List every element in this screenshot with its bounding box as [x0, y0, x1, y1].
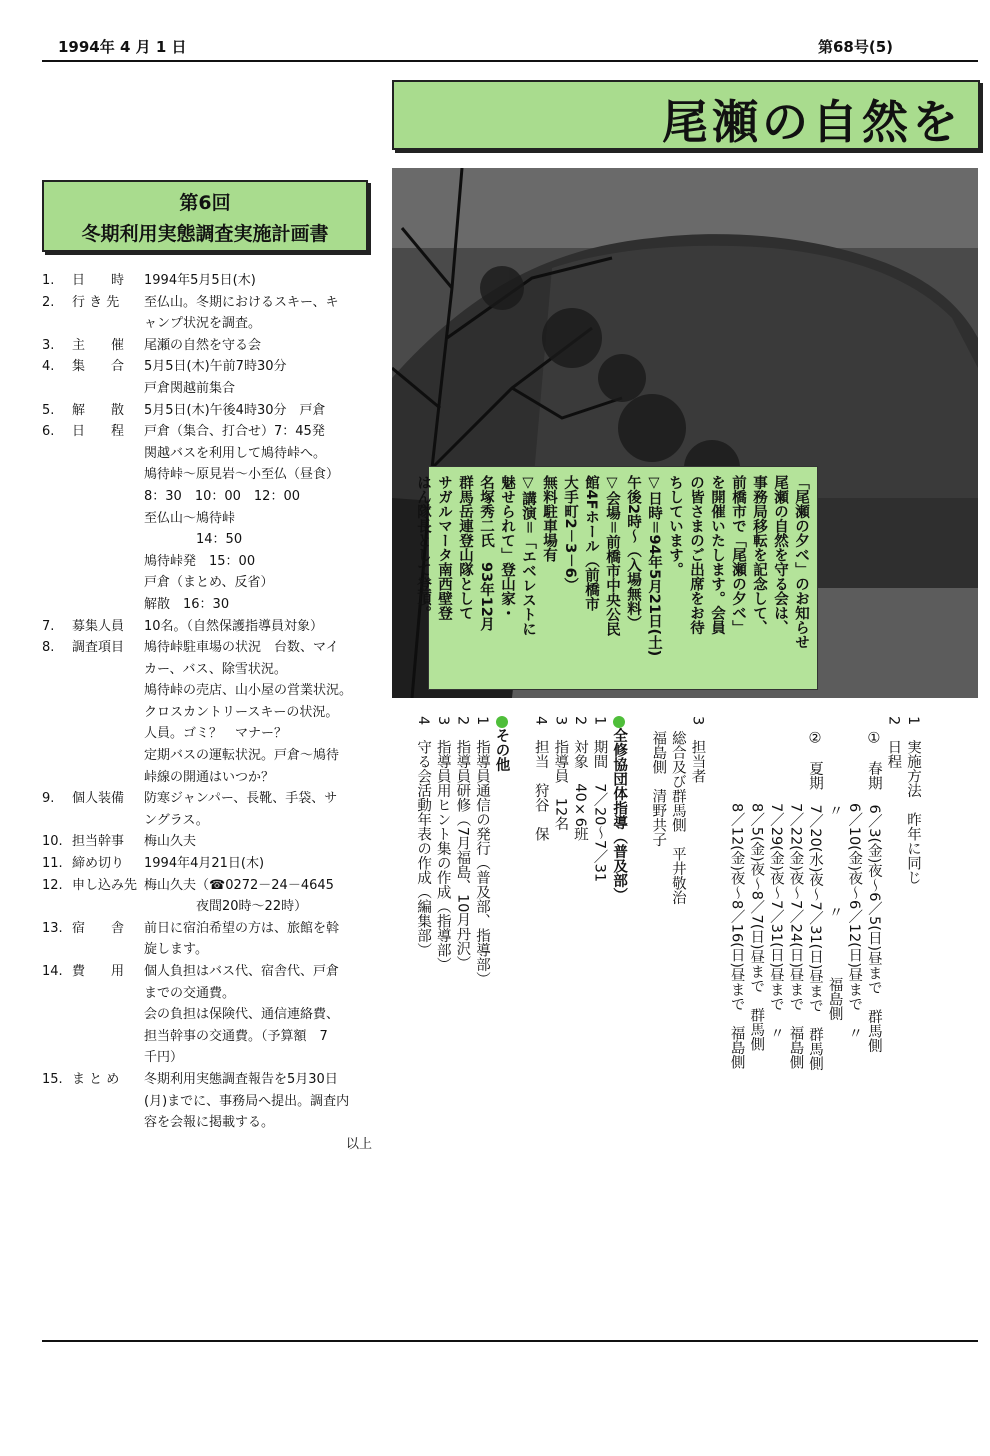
plan-item-number: 3. — [42, 337, 55, 353]
plan-item-continuation: 鳩待峠～原見岩～小至仏（昼食） — [144, 467, 340, 483]
plan-item — [42, 853, 372, 875]
plan-item-continuation: 至仏山～鳩待峠 — [144, 510, 236, 526]
schedule-heading-text: その他 — [493, 728, 510, 772]
schedule-line: ② 夏期 7／20(水)夜～7／31(日)昼まで 群馬側 — [807, 716, 824, 1071]
plan-item-continuation: カー、バス、除雪状況。 — [144, 661, 287, 677]
plan-item-continuation: 担当幹事の交通費。（予算額 7 — [144, 1028, 328, 1044]
schedule-line — [706, 716, 726, 1156]
plan-item-number: 2. — [42, 294, 55, 310]
schedule-line: 8／5(金)夜～8／7(日)昼まで 群馬側 — [748, 716, 765, 1052]
plan-item — [42, 356, 372, 378]
plan-item-label: 費 用 — [72, 964, 125, 979]
plan-item-continuation: (月)までに、事務局へ提出。調査内 — [144, 1093, 350, 1109]
notice-line: 魅せられて」登山家・ — [499, 475, 515, 620]
plan-item-text: 1994年5月5日(木) — [144, 273, 256, 288]
bullet-dot-icon — [613, 716, 625, 728]
plan-item-continuation: 関越バスを利用して鳩待峠へ。 — [144, 445, 327, 461]
notice-line: 事務局移転を記念して、 — [751, 475, 767, 635]
plan-item-label: 締め切り — [72, 856, 125, 872]
plan-item-number: 14. — [42, 964, 63, 979]
plan-item-number: 8. — [42, 640, 55, 656]
plan-item-continuation: 8：30 10：00 12：00 — [144, 488, 300, 504]
plan-item-number: 9. — [42, 791, 55, 807]
plan-item-continuation: ャンプ状況を調査。 — [144, 316, 262, 332]
plan-item-text: 戸倉（集合、打合せ）7：45発 — [144, 424, 325, 440]
schedule-line: 3 指導員 12名 — [552, 716, 569, 831]
plan-item-continuation: 峠線の開通はいつか？ — [144, 769, 275, 785]
plan-item — [42, 637, 372, 659]
schedule-line: 8／12(金)夜～8／16(日)昼まで 福島側 — [728, 716, 745, 1070]
section-banner — [392, 80, 980, 150]
plan-item-text: 1994年4月21日(木) — [144, 856, 265, 872]
plan-item-continuation: 鳩待峠発 15：00 — [144, 553, 256, 569]
plan-item-text: 5月5日(木)午前7時30分 — [144, 359, 287, 375]
plan-item-continuation: 戸倉関越前集合 — [144, 380, 236, 396]
notice-line: サガルマータ南西壁登 — [436, 475, 452, 620]
notice-line: を開催いたします。会員 — [709, 475, 725, 635]
schedule-line: 福島側 清野共子 — [650, 716, 667, 847]
notice-line: はん隊長として登頂。 — [415, 475, 431, 620]
notice-line: ▽会場＝前橋市中央公民 — [604, 475, 620, 636]
closing-mark: 以上 — [345, 1136, 372, 1152]
bullet-dot-icon — [496, 716, 508, 728]
plan-item — [42, 788, 372, 810]
schedule-line: 総合及び群馬側 平井敬治 — [669, 716, 686, 905]
schedule-line: 2 対象 40×6班 — [571, 716, 588, 842]
plan-item-number: 1. — [42, 273, 55, 288]
plan-item — [42, 831, 372, 853]
plan-item-text: 鳩待峠駐車場の状況 台数、マイ — [144, 640, 339, 656]
schedule-heading — [491, 716, 511, 1156]
schedule-line: 4 守る会活動年表の作成（編集部） — [415, 716, 432, 958]
issue-date: 1994年 4 月 1 日 — [58, 38, 187, 56]
schedule-line: 4 担当 狩谷 保 — [532, 716, 549, 842]
plan-item-number: 15. — [42, 1071, 63, 1087]
plan-item-text: 梅山久夫（☎0272－24－4645 — [144, 877, 334, 893]
plan-item-label: 解 散 — [72, 402, 125, 418]
notice-line: 無料駐車場有 — [541, 475, 557, 562]
plan-item-number: 12. — [42, 877, 63, 893]
plan-title-line2: 冬期利用実態調査実施計画書 — [81, 223, 329, 245]
schedule-line: 3 担当者 — [689, 716, 706, 784]
schedule-section — [380, 716, 922, 1156]
plan-item — [42, 400, 372, 422]
plan-item-continuation: 夜間20時～22時） — [144, 899, 308, 915]
plan-item-label: 日 時 — [72, 273, 125, 288]
schedule-heading-text: 全修協団体指導（普及部） — [611, 728, 628, 902]
plan-item-continuation: までの交通費。 — [144, 985, 236, 1001]
plan-item-number: 11. — [42, 856, 63, 872]
notice-line: ▽日時＝94年5月21日(土) — [646, 475, 662, 657]
plan-item — [42, 1069, 372, 1091]
plan-item-label: 申し込み先 — [72, 877, 138, 893]
plan-title-box — [42, 180, 368, 252]
issue-number: 第68号(5) — [818, 38, 894, 56]
plan-item-continuation: 解散 16：30 — [144, 596, 230, 612]
notice-line: 前橋市で「尾瀬の夕べ」 — [730, 475, 746, 635]
footer-rule — [42, 1340, 978, 1342]
plan-item-number: 4. — [42, 359, 55, 375]
schedule-text — [413, 716, 922, 1156]
plan-item-continuation: 14：50 — [144, 532, 243, 548]
plan-item-label: 個人装備 — [72, 791, 125, 807]
plan-item — [42, 961, 372, 983]
plan-item-label: 主 催 — [72, 337, 125, 353]
notice-line: 名塚秀二氏 93年12月 — [478, 475, 494, 632]
plan-item-continuation: 人員。ゴミ？ マナー？ — [144, 726, 288, 742]
plan-item-continuation: 千円） — [144, 1050, 184, 1066]
schedule-line: 1 実施方法 昨年に同じ — [905, 716, 921, 885]
plan-item — [42, 270, 372, 292]
plan-item-continuation: 定期バスの運転状況。戸倉～鳩待 — [144, 748, 340, 764]
schedule-line: 2 指導員研修（7月福島、10月丹沢） — [454, 716, 471, 971]
notice-line: ▽講演＝「エベレストに — [520, 475, 536, 636]
plan-item-label: ま と め — [72, 1071, 120, 1087]
notice-line: 午後2時～（入場無料） — [625, 475, 641, 631]
schedule-heading — [609, 716, 629, 1156]
plan-item-number: 10. — [42, 834, 63, 850]
plan-item — [42, 421, 372, 443]
plan-item-text: 梅山久夫 — [144, 834, 197, 850]
plan-item-text: 防寒ジャンパー、長靴、手袋、サ — [144, 791, 338, 807]
plan-item-text: 前日に宿泊希望の方は、旅館を斡 — [144, 920, 340, 936]
plan-item-number: 13. — [42, 920, 63, 936]
notice-line: 尾瀬の自然を守る会は、 — [772, 475, 788, 635]
plan-item-label: 募集人員 — [72, 618, 125, 634]
plan-item-continuation: 鳩待峠の売店、山小屋の営業状況。 — [144, 683, 353, 699]
plan-item-text: 尾瀬の自然を守る会 — [144, 337, 262, 353]
plan-item-label: 行 き 先 — [72, 294, 120, 310]
schedule-line: 2 日程 — [885, 716, 902, 769]
schedule-line: 1 指導員通信の発行（普及部、指導部） — [473, 716, 490, 987]
notice-line: ちしています。 — [667, 475, 683, 577]
notice-line: 館4Fホール（前橋市 — [583, 475, 599, 611]
plan-item — [42, 918, 372, 940]
notice-line: 大手町2－3－6） — [562, 475, 578, 593]
plan-item-label: 日 程 — [72, 424, 125, 440]
notice-title: 「尾瀬の夕べ」のお知らせ — [793, 475, 809, 649]
plan-item-label: 調査項目 — [72, 640, 125, 656]
plan-item — [42, 875, 372, 897]
plan-title-line1: 第6回 — [179, 192, 231, 214]
plan-item-text: 5月5日(木)午後4時30分 戸倉 — [144, 402, 326, 418]
plan-item-list — [42, 270, 372, 1155]
schedule-line: 1 期間 7／20～7／31 — [591, 716, 608, 883]
header-rule — [42, 60, 978, 62]
plan-item-continuation: 容を会報に掲載する。 — [144, 1115, 275, 1131]
plan-item-label: 集 合 — [72, 359, 125, 375]
banner-title: 尾瀬の自然を — [662, 95, 962, 149]
plan-item — [42, 335, 372, 357]
schedule-line: 7／22(金)夜～7／24(日)昼まで 福島側 — [787, 716, 804, 1070]
plan-item-label: 宿 舎 — [72, 920, 125, 936]
schedule-line: ① 春期 6／3(金)夜～6／5(日)昼まで 群馬側 — [865, 716, 882, 1053]
plan-item-continuation: ングラス。 — [144, 812, 209, 828]
schedule-line: 7／29(金)夜～7／31(日)昼まで 〃 — [767, 716, 784, 1041]
schedule-line: 6／10(金)夜～6／12(日)昼まで 〃 — [846, 716, 863, 1041]
plan-item-continuation: 旋します。 — [144, 942, 208, 958]
notice-line: 群馬岳連登山隊として — [457, 475, 473, 620]
plan-item-number: 6. — [42, 424, 55, 440]
plan-item-continuation: 戸倉（まとめ、反省） — [144, 575, 274, 591]
plan-item-text: 至仏山。冬期におけるスキー、キ — [144, 294, 339, 310]
plan-item-number: 7. — [42, 618, 55, 634]
schedule-line: 〃 〃 福島側 — [826, 716, 843, 1021]
schedule-line: 3 指導員用ヒント集の作成（指導部） — [434, 716, 451, 972]
plan-item-continuation: クロスカントリースキーの状況。 — [144, 704, 339, 720]
plan-item-number: 5. — [42, 402, 55, 418]
notice-line: の皆さまのご出席をお待 — [688, 475, 704, 635]
plan-item-text: 10名。（自然保護指導員対象） — [144, 618, 324, 634]
plan-item-text: 冬期利用実態調査報告を5月30日 — [144, 1071, 338, 1087]
plan-item — [42, 292, 372, 314]
schedule-line — [628, 716, 648, 1156]
plan-item-label: 担当幹事 — [72, 834, 125, 850]
plan-item-continuation: 会の負担は保険代、通信連絡費、 — [144, 1007, 340, 1023]
notice-box — [415, 466, 818, 690]
plan-item — [42, 616, 372, 638]
plan-item-text: 個人負担はバス代、宿舎代、戸倉 — [144, 964, 340, 979]
schedule-line — [511, 716, 531, 1156]
notice-text — [412, 475, 811, 681]
